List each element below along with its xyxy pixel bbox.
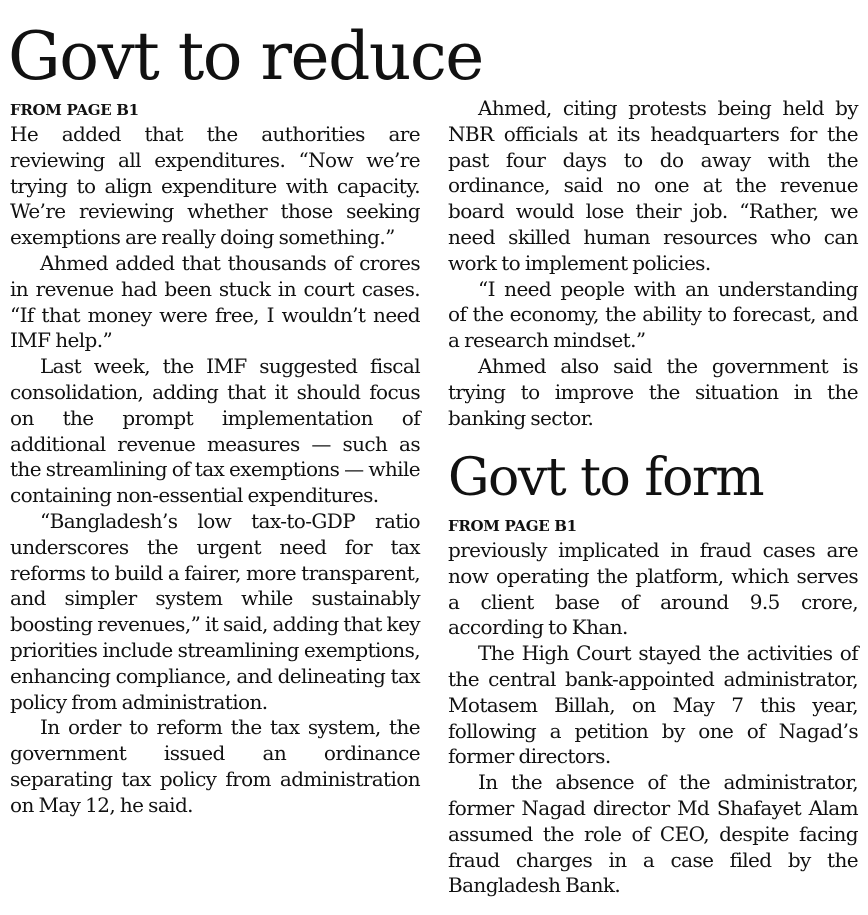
story-1-column-right: [448, 96, 858, 431]
story-2-paragraph-1: previously implicated in fraud cases are now operating the platform, which serves a client base of around 9.5 crore, according to Khan.: [448, 538, 858, 640]
story-1-paragraph-4: “Bangladesh’s low tax-to-GDP ratio underscores the urgent need for tax reforms to build a fairer, more transparent, and simpler system while sustainably boosting revenues,” it said, adding that key priorities include streamlining exemptions, enhancing compliance, and delineating tax policy from administration.: [10, 508, 420, 714]
story-1-paragraph-1: He added that the authorities are reviewing all expenditures. “Now we’re trying to align expenditure with capacity. We’re reviewing whether those seeking exemptions are really doing something.”: [10, 122, 420, 250]
story-2-column: [448, 538, 858, 899]
story-1-paragraph-5: In order to reform the tax system, the government issued an ordinance separating tax policy from administration on May 12, he said.: [10, 715, 420, 817]
story-1-paragraph-6: Ahmed, citing protests being held by NBR officials at its headquarters for the past four days to do away with the ordinance, said no one at the revenue board would lose their job. “Rather, we need skilled human resources who can work to implement policies.: [448, 96, 858, 275]
story-1-paragraph-3: Last week, the IMF suggested fiscal consolidation, adding that it should focus on the prompt implementation of additional revenue measures — such as the streamlining of tax exemptions — while containing non-essential expenditures.: [10, 354, 420, 508]
headline-govt-to-form: Govt to form: [448, 448, 764, 508]
jump-label-story-1: FROM PAGE B1: [10, 101, 139, 119]
headline-govt-to-reduce: Govt to reduce: [8, 18, 483, 95]
jump-label-story-2: FROM PAGE B1: [448, 517, 577, 535]
story-1-paragraph-8: Ahmed also said the government is trying to improve the situation in the banking sector.: [448, 353, 858, 430]
story-2-paragraph-2: The High Court stayed the activities of the central bank-appointed administrator, Motasem Billah, on May 7 this year, following a petition by one of Nagad’s former directors.: [448, 641, 858, 769]
story-1-column-left: [10, 122, 420, 819]
story-1-paragraph-7: “I need people with an understanding of the economy, the ability to forecast, and a research mindset.”: [448, 276, 858, 353]
story-1-paragraph-2: Ahmed added that thousands of crores in revenue had been stuck in court cases. “If that money were free, I wouldn’t need IMF help.”: [10, 250, 420, 353]
story-2-paragraph-3: In the absence of the administrator, former Nagad director Md Shafayet Alam assumed the role of CEO, despite facing fraud charges in a case filed by the Bangladesh Bank.: [448, 770, 858, 898]
